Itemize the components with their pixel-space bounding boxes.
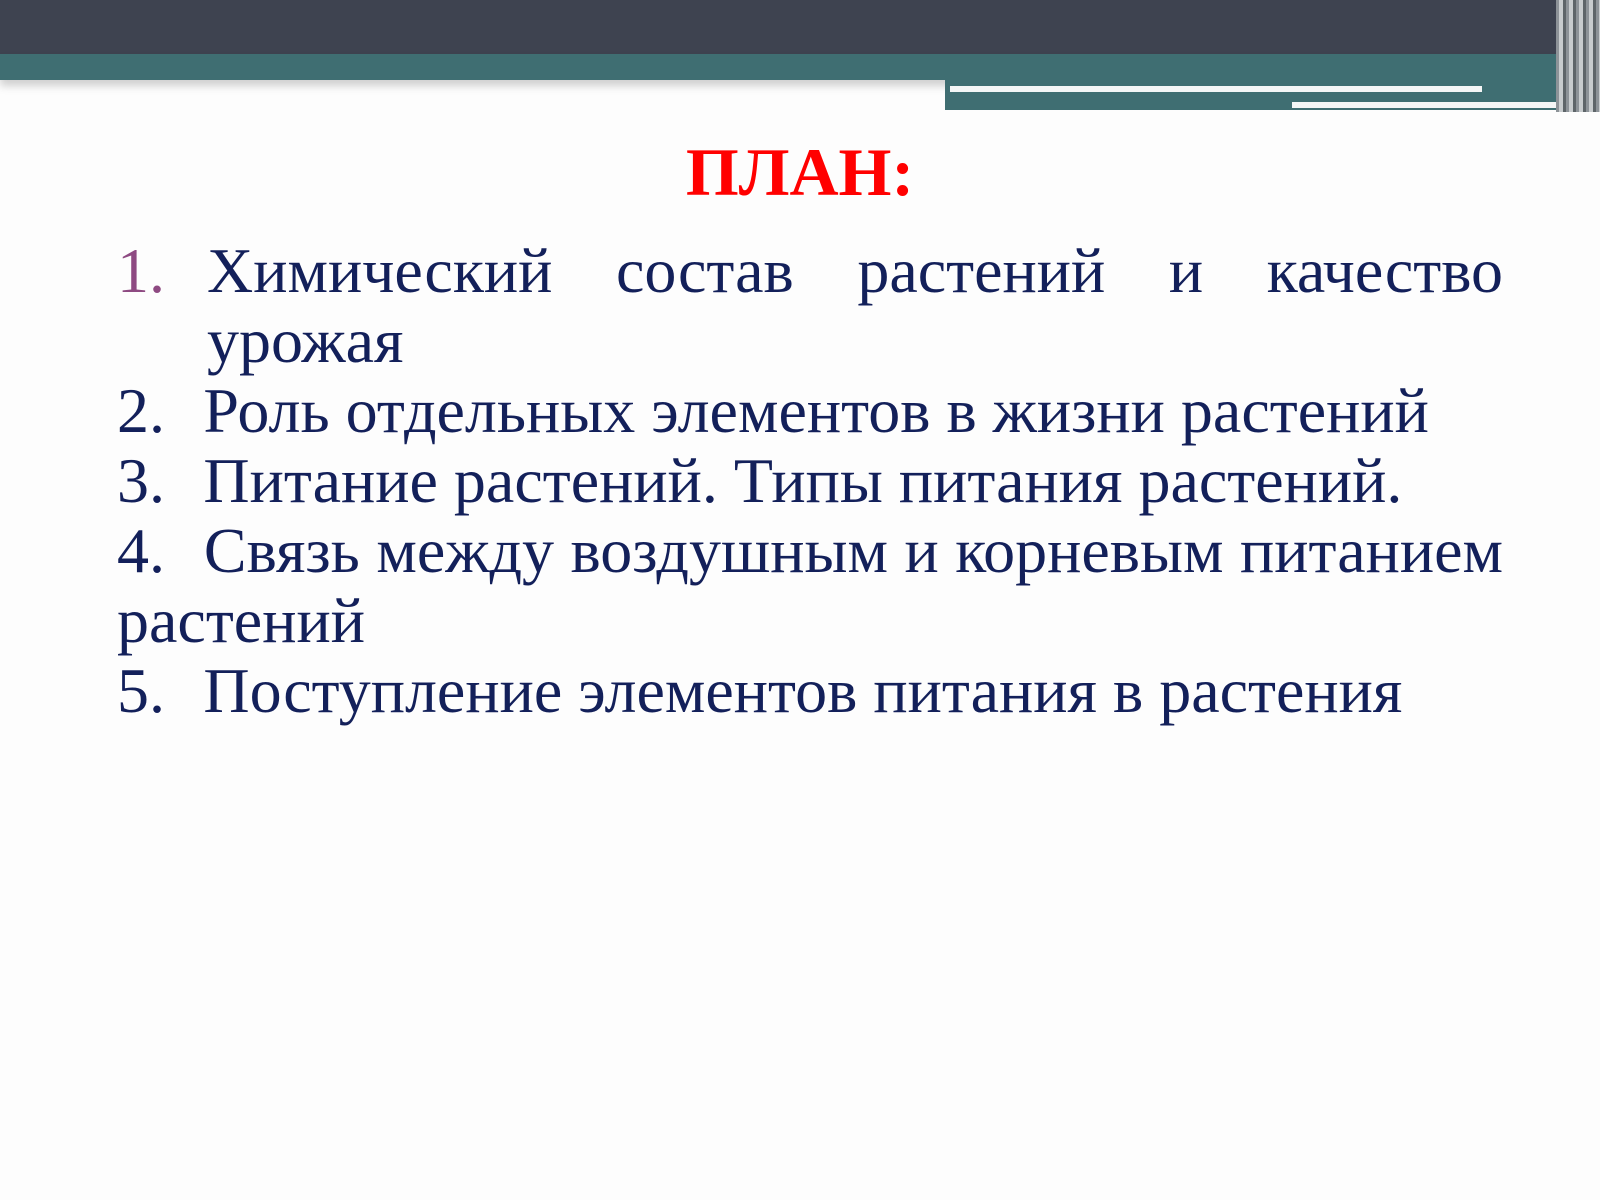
plan-item-number: 4. — [117, 515, 165, 586]
plan-item — [117, 446, 1503, 516]
plan-item-text: Химический состав растений и качество урожая — [207, 235, 1503, 376]
header-edge-stripes — [1556, 0, 1600, 112]
header-band-teal — [0, 54, 1600, 80]
plan-item — [117, 656, 1503, 726]
plan-item-text: Связь между воздушным и корневым питанием растений — [117, 515, 1504, 656]
plan-item-number: 1. — [117, 235, 165, 306]
header-band-dark — [0, 0, 1600, 56]
plan-item-number: 2. — [117, 375, 165, 446]
plan-item-text: Поступление элементов питания в растения — [203, 655, 1403, 726]
plan-item-number: 5. — [117, 655, 165, 726]
plan-item — [117, 376, 1503, 446]
plan-list — [117, 236, 1503, 726]
plan-item-number: 3. — [117, 445, 165, 516]
plan-item — [117, 236, 1503, 376]
plan-item-text: Питание растений. Типы питания растений. — [203, 445, 1403, 516]
header-accent-line — [950, 86, 1482, 92]
plan-item — [117, 516, 1503, 656]
header-accent-line — [1292, 102, 1572, 108]
plan-item-text: Роль отдельных элементов в жизни растений — [203, 375, 1429, 446]
slide-title: ПЛАН: — [685, 134, 915, 210]
